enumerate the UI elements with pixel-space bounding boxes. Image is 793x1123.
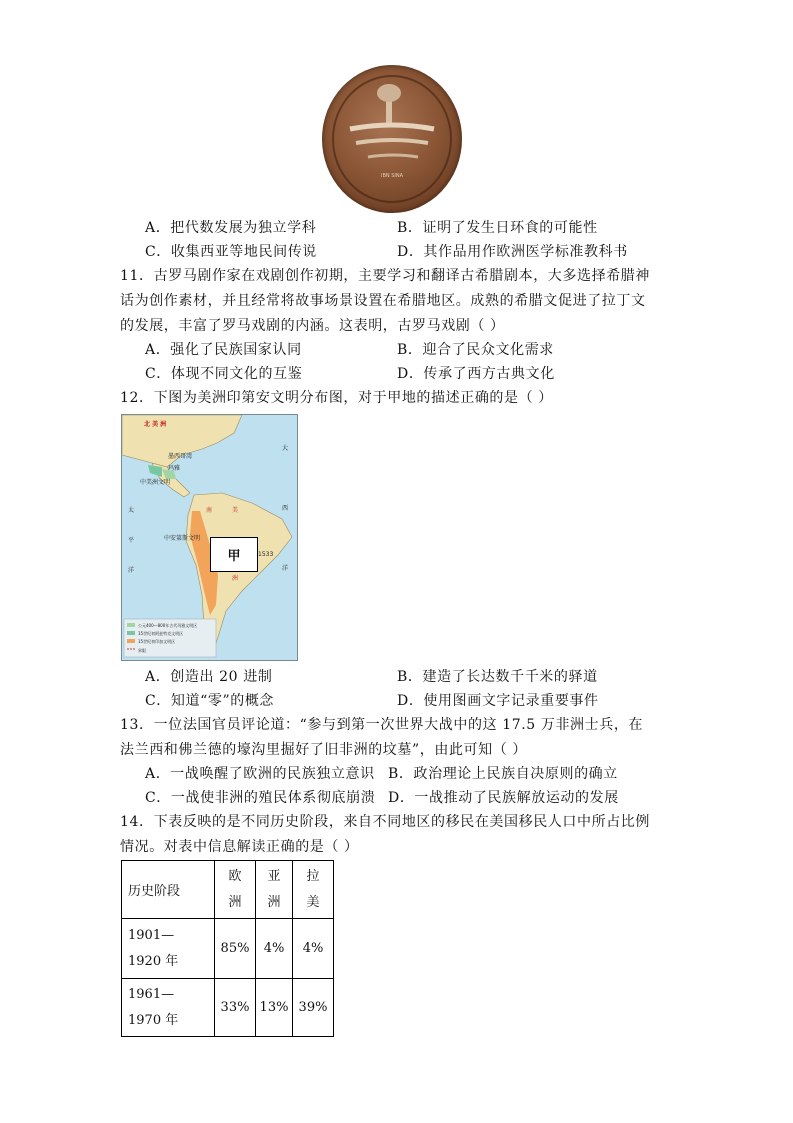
label-mesoamerica: 中美洲文明: [140, 479, 171, 486]
q13-option-b[interactable]: B．政治理论上民族自决原则的确立: [388, 766, 618, 782]
row2-period-line-1: 1961—: [128, 986, 175, 1002]
q12-stem: 12．下图为美洲印第安文明分布图，对于甲地的描述正确的是（ ）: [120, 390, 553, 406]
label-atlantic-2: 西: [282, 505, 289, 512]
q14-stem-line-1: 14．下表反映的是不同历史阶段，来自不同地区的移民在美国移民人口中所占比例: [120, 814, 651, 830]
label-south-2: 美: [232, 507, 239, 514]
q10-option-b[interactable]: B．证明了发生日环食的可能性: [397, 220, 598, 236]
header-europe-line-1: 欧: [228, 868, 242, 884]
q12-option-d[interactable]: D．使用图画文字记录重要事件: [397, 693, 599, 709]
q14-stem-line-2: 情况。对表中信息解读正确的是（ ）: [120, 839, 359, 855]
q12-option-a[interactable]: A．创造出 20 进制: [145, 669, 273, 685]
legend-boundary: 界限: [138, 648, 146, 653]
map-location-jia: 甲: [210, 537, 258, 572]
header-europe: [215, 861, 256, 919]
q13-option-c[interactable]: C．一战使非洲的殖民体系彻底崩溃: [145, 790, 376, 806]
label-pacific-3: 洋: [128, 567, 135, 574]
label-year: 1533: [258, 551, 274, 558]
header-latam-line-2: 美: [306, 894, 320, 910]
q11-option-b[interactable]: B．迎合了民众文化需求: [397, 342, 554, 358]
header-asia: [256, 861, 293, 919]
q10-option-d[interactable]: D．其作品用作欧洲医学标准教科书: [397, 244, 628, 260]
q11-option-d[interactable]: D．传承了西方古典文化: [397, 366, 555, 382]
q11-stem-line-1: 11．古罗马剧作家在戏剧创作初期，主要学习和翻译古希腊剧本，大多选择希腊神: [120, 268, 651, 284]
label-atlantic-1: 大: [282, 445, 289, 452]
row1-period-line-2: 1920 年: [128, 953, 179, 969]
medal-text-band-1: [350, 125, 434, 129]
header-period-text: 历史阶段: [128, 884, 181, 899]
migration-table: [121, 860, 334, 1037]
header-latam: [293, 861, 334, 919]
label-south-1: 南: [206, 507, 213, 514]
legend-aztec: 15世纪初阿兹特克文明区: [138, 631, 184, 636]
label-pacific-1: 太: [128, 507, 135, 514]
q13-option-d[interactable]: D．一战推动了民族解放运动的发展: [388, 790, 619, 806]
header-latam-line-1: 拉: [306, 868, 320, 884]
q11-option-c[interactable]: C．体现不同文化的互鉴: [145, 366, 303, 382]
label-north-america: 北 美 洲: [144, 421, 167, 428]
label-atlantic-3: 洋: [282, 565, 289, 572]
header-period: [122, 861, 215, 919]
header-asia-line-1: 亚: [267, 868, 281, 884]
aztec-region: [148, 465, 162, 477]
medal-tree: [377, 84, 401, 102]
q10-option-a[interactable]: A．把代数发展为独立学科: [145, 220, 317, 236]
legend-inca: 15世纪初印加文明区: [138, 639, 176, 644]
row1-period: [122, 919, 215, 979]
medal-small-text: IBN SINA: [380, 173, 404, 179]
medal-image: [322, 65, 462, 213]
legend-swatch-maya: [127, 623, 135, 627]
americas-civilization-map: [121, 414, 298, 661]
row1-europe: 85%: [215, 919, 256, 979]
row1-latam: 4%: [293, 919, 334, 979]
q13-stem-line-2: 法兰西和佛兰德的壕沟里掘好了旧非洲的坟墓”，由此可知（ ）: [120, 742, 528, 758]
label-maya: 玛雅: [168, 465, 181, 472]
row2-europe: 33%: [215, 979, 256, 1037]
header-europe-line-2: 洲: [228, 894, 242, 910]
q11-stem-line-2: 话为创作素材，并且经常将故事场景设置在希腊地区。成熟的希腊文促进了拉丁文: [120, 293, 646, 309]
label-south-3: 洲: [232, 575, 239, 582]
medal-text-band-2: [356, 140, 428, 143]
q12-option-b[interactable]: B．建造了长达数千千米的驿道: [397, 669, 598, 685]
table-row: [122, 919, 334, 979]
legend-maya: 公元400—800年古代玛雅文明区: [138, 623, 198, 628]
legend-swatch-aztec: [127, 631, 135, 635]
header-asia-line-2: 洲: [267, 894, 281, 910]
legend-swatch-inca: [127, 639, 135, 643]
q13-option-a[interactable]: A．一战唤醒了欧洲的民族独立意识: [145, 766, 375, 782]
label-pacific-2: 平: [128, 537, 135, 544]
q11-stem-line-3: 的发展，丰富了罗马戏剧的内涵。这表明，古罗马戏剧（ ）: [120, 318, 505, 334]
q12-option-c[interactable]: C．知道“零”的概念: [145, 693, 275, 709]
row1-asia: 4%: [256, 919, 293, 979]
table-header-row: [122, 861, 334, 919]
row2-asia: 13%: [256, 979, 293, 1037]
label-central-andes: 中安第斯文明: [164, 535, 201, 542]
table-row: [122, 979, 334, 1037]
row2-latam: 39%: [293, 979, 334, 1037]
q10-option-c[interactable]: C．收集西亚等地民间传说: [145, 244, 317, 260]
row1-period-line-1: 1901—: [128, 927, 175, 943]
label-gulf: 墨西哥湾: [168, 453, 193, 460]
medal-text-band-3: [368, 155, 418, 157]
q13-stem-line-1: 13．一位法国官员评论道：“参与到第一次世界大战中的这 17.5 万非洲士兵，在: [120, 717, 644, 733]
row2-period-line-2: 1970 年: [128, 1012, 179, 1028]
medal-relief: [322, 65, 462, 213]
q11-option-a[interactable]: A．强化了民族国家认同: [145, 342, 302, 358]
row2-period: [122, 979, 215, 1037]
